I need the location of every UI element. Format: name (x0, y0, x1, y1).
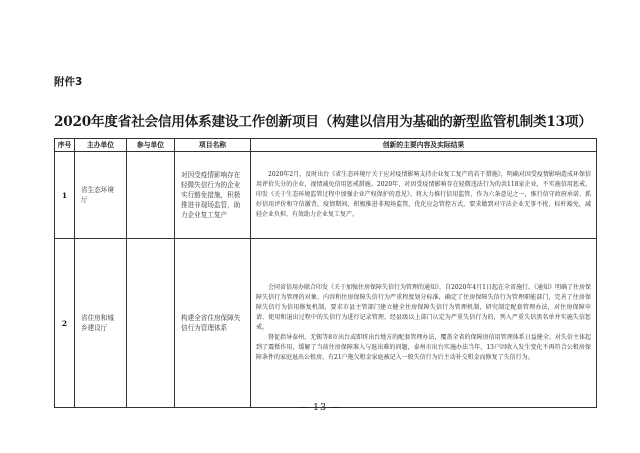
header-content: 创新的主要内容及实际结果 (251, 139, 597, 152)
page-number: — 13 — (298, 402, 342, 413)
content-cell (251, 152, 597, 239)
host-unit-cell: 省生态环境厅 (75, 152, 127, 239)
header-no: 序号 (55, 139, 75, 152)
content-paragraph: 会同省信用办联合印发《关于加强住房保障失信行为管理的通知》，自2020年4月1日起在全省施行。《通知》明确了住房保障失信行为管理的对象、内容和住房保障失信行为严重程度划分标准，确定了住房保障失信行为管理职能部门，完善了住房保障失信行为信用修复机制，要求市县主管部门建立健全住房保障失信行为管理机制，研究制定配套管理办法，对住房保障申请、使用和退出过程中的失信行为进行记录管理，经县级以上部门认定为严重失信行为的，列入严重失信黑名单并实施失信惩戒。 (256, 283, 591, 331)
project-table (54, 138, 597, 408)
header-participating-unit: 参与单位 (127, 139, 175, 152)
table-row (55, 239, 597, 408)
content-cell (251, 239, 597, 408)
row-number: 1 (55, 152, 75, 239)
participating-unit-cell (127, 152, 175, 239)
attachment-label: 附件3 (54, 76, 83, 88)
header-host-unit: 主办单位 (75, 139, 127, 152)
participating-unit-cell (127, 239, 175, 408)
host-unit-cell: 省住房和城乡建设厅 (75, 239, 127, 408)
page-title: 2020年度省社会信用体系建设工作创新项目（构建以信用为基础的新型监管机制类13项） (54, 114, 592, 130)
project-name-cell: 对因受疫情影响存在轻微失信行为的企业实行豁免措施，积极推进非现场监管，助力企业复工复产 (175, 152, 251, 239)
project-name-cell: 构建全省住房保障失信行为管理体系 (175, 239, 251, 408)
content-paragraph: 2020年2月，及时出台《省生态环境厅关于应对疫情影响支持企业复工复产的若干措施》，明确对因受疫情影响造成环保信用评价失分的企业，视情减免信用惩戒措施。2020年，对因受疫情影响存在轻微违法行为的共118家企业，不实施信用惩戒。印发《关于生态环境监管过程中加强企业产权保护的意见》，将大力推行信用监管，作为六条意见之一，推行信守政府承诺、抓好信用评价和守信激背，疫情期间，积极推进非现场监管，优化应急管控方式，要求做到对守法企业无事不扰、标杆豁免，减轻企业负担，有效助力企业复工复产。 (256, 170, 591, 219)
header-project-name: 项目名称 (175, 139, 251, 152)
table-row (55, 152, 597, 239)
row-number: 2 (55, 239, 75, 408)
content-paragraph: 督促指导泰州、无锡等8市出台或即将出台地方的配套管理办法，覆盖全省的保障房信用管理体系日益健全。对失信主体起到了震慑作用，缓解了当前住房保障准入与退出难的问题，泰州市出台实施办法当年，13户因收入发生变化不再符合公租房保障条件的家庭退出公租房，有21户拖欠租金家庭被记入一般失信行为后主动补交租金而修复了失信行为。 (256, 334, 591, 362)
table-header-row (55, 139, 597, 152)
